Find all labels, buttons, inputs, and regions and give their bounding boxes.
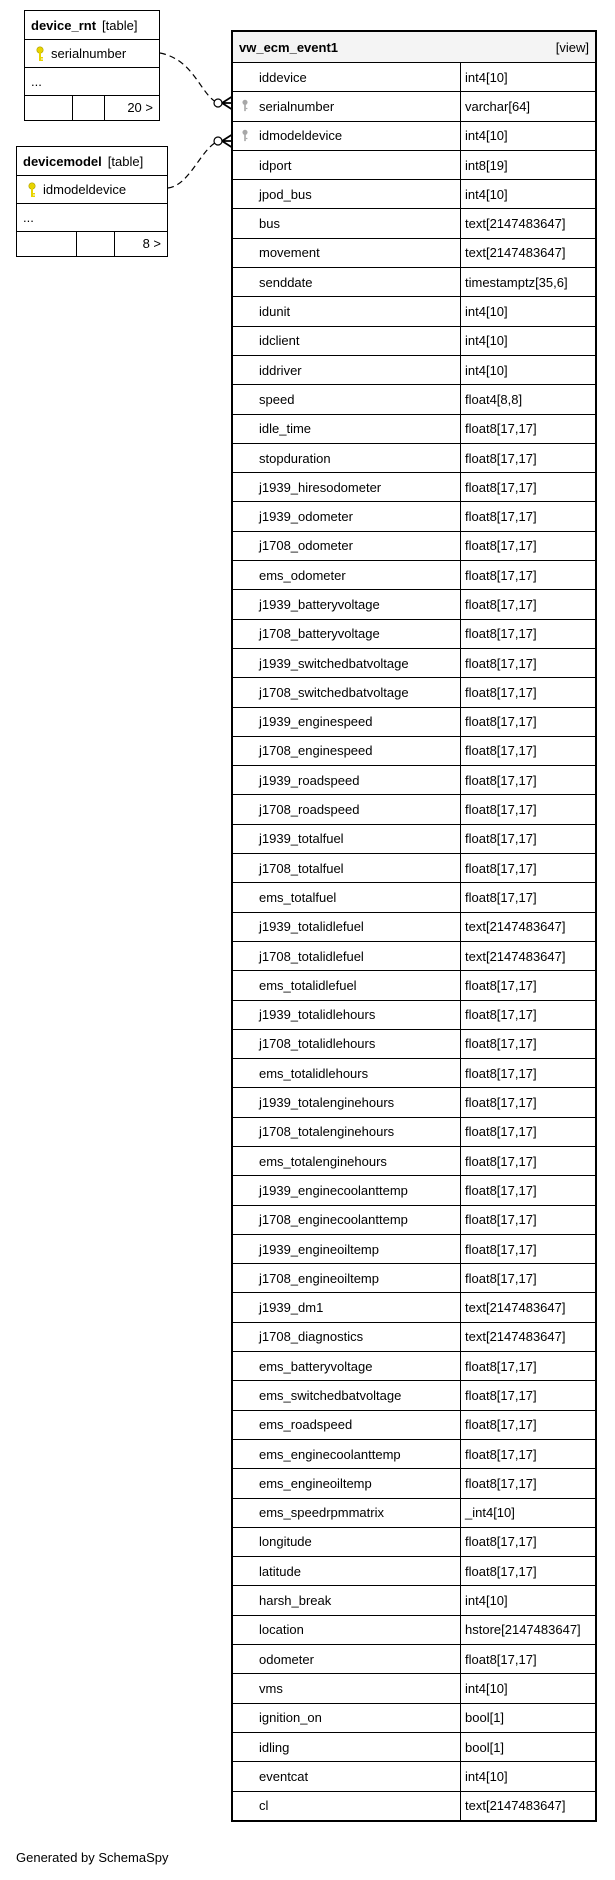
view-column-row[interactable] [233,970,595,999]
connector-devicemodel-zero-marker [214,137,222,145]
view-column-row[interactable] [233,501,595,530]
column-name: movement [233,239,461,267]
column-name: j1939_totalfuel [233,825,461,853]
column-type: float8[17,17] [465,596,537,612]
column-name: ems_odometer [233,561,461,589]
connector-device-rnt-zero-marker [214,99,222,107]
column-type: float4[8,8] [465,391,523,407]
column-name: j1708_engineoiltemp [233,1264,461,1292]
view-vw-ecm-event1[interactable] [231,30,597,1822]
view-column-row[interactable] [233,1000,595,1029]
column-name: idunit [233,297,461,325]
view-column-row[interactable] [233,1322,595,1351]
column-name: j1708_switchedbatvoltage [233,678,461,706]
column-name: ems_enginecoolanttemp [233,1440,461,1468]
view-column-row[interactable] [233,1673,595,1702]
column-name: ems_engineoiltemp [233,1469,461,1497]
view-columns [233,62,595,1820]
view-column-row[interactable] [233,589,595,618]
column-type: float8[17,17] [465,1563,537,1579]
view-column-row[interactable] [233,296,595,325]
column-type: float8[17,17] [465,509,537,525]
column-type: float8[17,17] [465,655,537,671]
column-name: stopduration [233,444,461,472]
view-column-row[interactable] [233,267,595,296]
column-type: int4[10] [465,1593,508,1609]
view-column-row[interactable] [233,1380,595,1409]
foreign-key-icon [241,98,249,116]
column-type: float8[17,17] [465,860,537,876]
column-type: int4[10] [465,333,508,349]
pk-column-row[interactable] [17,175,167,203]
column-type: float8[17,17] [465,1241,537,1257]
column-name: location [233,1616,461,1644]
foreign-key-icon [241,128,249,146]
more-columns-ellipsis: ... [17,203,167,231]
view-column-row[interactable] [233,472,595,501]
table-footer [17,231,167,256]
view-column-row[interactable] [233,414,595,443]
view-column-row[interactable] [233,238,595,267]
column-type: bool[1] [465,1710,505,1726]
column-type: text[2147483647] [465,216,566,232]
column-type: float8[17,17] [465,1182,537,1198]
view-column-row[interactable] [233,443,595,472]
table-footer [25,95,159,120]
view-column-row[interactable] [233,824,595,853]
view-column-row[interactable] [233,1205,595,1234]
column-name: j1708_totalidlehours [233,1030,461,1058]
view-column-row[interactable] [233,1410,595,1439]
column-type: float8[17,17] [465,1124,537,1140]
view-column-row[interactable] [233,355,595,384]
view-column-row[interactable] [233,1029,595,1058]
column-type: float8[17,17] [465,1358,537,1374]
column-type: float8[17,17] [465,1446,537,1462]
column-type: float8[17,17] [465,1388,537,1403]
column-name: ems_switchedbatvoltage [233,1381,461,1409]
column-type: int4[10] [465,1680,508,1696]
column-type: int4[10] [465,304,508,320]
column-type: text[2147483647] [465,1300,566,1316]
view-column-row[interactable] [233,1644,595,1673]
column-name: ems_totalenginehours [233,1147,461,1175]
column-type: float8[17,17] [465,714,537,730]
column-type: float8[17,17] [465,1417,537,1433]
column-type: float8[17,17] [465,567,537,583]
column-name: j1708_diagnostics [233,1323,461,1351]
column-type: float8[17,17] [465,538,537,554]
column-type: float8[17,17] [465,1095,537,1111]
column-name [233,122,461,150]
primary-key-icon [35,46,45,62]
column-name: odometer [233,1645,461,1673]
view-column-row[interactable] [233,912,595,941]
column-name [233,92,461,120]
view-column-row[interactable] [233,1058,595,1087]
table-kind: [table] [107,153,144,169]
column-name: j1939_engineoiltemp [233,1235,461,1263]
view-column-row[interactable] [233,179,595,208]
view-column-row[interactable] [233,619,595,648]
column-type: _int4[10] [465,1505,515,1521]
column-type: float8[17,17] [465,1036,537,1052]
column-name: iddevice [233,63,461,91]
view-column-row[interactable] [233,1498,595,1527]
column-name: ignition_on [233,1704,461,1732]
view-column-row[interactable] [233,1292,595,1321]
column-name: idmodeldevice [43,182,127,197]
column-type: float8[17,17] [465,1007,537,1023]
column-name: idle_time [233,415,461,443]
column-type: float8[17,17] [465,626,537,642]
view-column-row[interactable] [233,882,595,911]
view-column-row[interactable] [233,1351,595,1380]
view-name: vw_ecm_event1 [239,39,339,55]
column-type: float8[17,17] [465,889,537,905]
table-header [25,11,159,39]
table-device-rnt[interactable] [24,10,160,121]
column-type: int4[10] [465,69,508,85]
column-type: int4[10] [465,362,508,378]
column-name: j1939_roadspeed [233,766,461,794]
view-column-row[interactable] [233,941,595,970]
column-type: float8[17,17] [465,831,537,847]
more-columns-ellipsis: ... [25,67,159,95]
view-column-row[interactable] [233,1761,595,1790]
view-column-row[interactable] [233,1468,595,1497]
view-column-row[interactable] [233,326,595,355]
column-name: ems_totalfuel [233,883,461,911]
column-name: serialnumber [51,46,127,61]
view-column-row[interactable] [233,707,595,736]
column-name: ems_roadspeed [233,1411,461,1439]
column-type: float8[17,17] [465,772,537,788]
column-name: j1708_enginecoolanttemp [233,1206,461,1234]
column-type: timestamptz[35,6] [465,274,568,290]
column-type: float8[17,17] [465,1651,537,1667]
table-kind: [table] [102,17,138,33]
view-column-row[interactable] [233,62,595,91]
column-name: vms [233,1674,461,1702]
column-name: jpod_bus [233,180,461,208]
column-name: j1708_odometer [233,532,461,560]
view-column-row[interactable] [233,1175,595,1204]
column-type: int8[19] [465,157,508,173]
table-header [17,147,167,175]
table-devicemodel[interactable] [16,146,168,257]
column-type: float8[17,17] [465,684,537,700]
view-column-row[interactable] [233,1087,595,1116]
view-column-row[interactable] [233,1117,595,1146]
column-type: float8[17,17] [465,1065,537,1081]
column-name: harsh_break [233,1586,461,1614]
column-name: idclient [233,327,461,355]
view-column-row[interactable] [233,91,595,120]
view-column-row[interactable] [233,1615,595,1644]
column-type: float8[17,17] [465,977,537,993]
column-name: latitude [233,1557,461,1585]
table-name: device_rnt [31,17,97,33]
column-name: longitude [233,1528,461,1556]
view-column-row[interactable] [233,794,595,823]
column-type: float8[17,17] [465,1534,537,1550]
view-column-row[interactable] [233,1703,595,1732]
column-name: j1939_hiresodometer [233,473,461,501]
column-type: hstore[2147483647] [465,1622,581,1638]
column-name: j1939_totalidlefuel [233,913,461,941]
column-type: int4[10] [465,186,508,202]
connector-devicemodel [168,141,218,188]
column-name: j1708_totalenginehours [233,1118,461,1146]
column-type: float8[17,17] [465,479,537,495]
column-name: senddate [233,268,461,296]
view-column-row[interactable] [233,1439,595,1468]
view-column-row[interactable] [233,1732,595,1761]
view-column-row[interactable] [233,121,595,150]
view-column-row[interactable] [233,736,595,765]
column-name: bus [233,209,461,237]
view-header [233,32,595,62]
view-column-row[interactable] [233,1556,595,1585]
column-type: text[2147483647] [465,948,566,964]
column-name: idport [233,151,461,179]
view-column-row[interactable] [233,560,595,589]
column-name: j1939_odometer [233,502,461,530]
column-type: float8[17,17] [465,1270,537,1286]
view-column-row[interactable] [233,531,595,560]
column-type: float8[17,17] [465,802,537,818]
column-name: j1939_enginespeed [233,708,461,736]
view-column-row[interactable] [233,765,595,794]
column-type: text[2147483647] [465,1329,566,1345]
column-type: float8[17,17] [465,450,537,466]
column-type: int4[10] [465,128,508,144]
view-column-row[interactable] [233,208,595,237]
column-name: j1939_enginecoolanttemp [233,1176,461,1204]
column-type: text[2147483647] [465,919,566,935]
view-column-row[interactable] [233,1585,595,1614]
view-column-row[interactable] [233,150,595,179]
column-type: text[2147483647] [465,245,566,261]
column-name: j1708_batteryvoltage [233,620,461,648]
column-type: float8[17,17] [465,743,537,759]
pk-column-row[interactable] [25,39,159,67]
column-name: j1939_batteryvoltage [233,590,461,618]
column-type: float8[17,17] [465,1475,537,1491]
column-name: j1939_totalidlehours [233,1001,461,1029]
column-name: ems_totalidlefuel [233,971,461,999]
column-name: j1708_totalfuel [233,854,461,882]
generated-by-footer: Generated by SchemaSpy [16,1850,169,1865]
connector-device-rnt [160,53,218,103]
column-type: float8[17,17] [465,1212,537,1228]
primary-key-icon [27,182,37,198]
row-count[interactable]: 8 > [142,236,161,251]
view-column-row[interactable] [233,1791,595,1820]
column-type: float8[17,17] [465,421,537,437]
view-column-row[interactable] [233,853,595,882]
column-name: j1708_roadspeed [233,795,461,823]
view-column-row[interactable] [233,1527,595,1556]
column-name: j1708_enginespeed [233,737,461,765]
column-type: bool[1] [465,1739,505,1755]
column-type: float8[17,17] [465,1153,537,1169]
column-name: j1939_switchedbatvoltage [233,649,461,677]
column-name: j1939_dm1 [233,1293,461,1321]
column-name: j1939_totalenginehours [233,1088,461,1116]
column-name: iddriver [233,356,461,384]
view-column-row[interactable] [233,1263,595,1292]
view-column-row[interactable] [233,384,595,413]
column-name: cl [233,1792,461,1820]
column-name: idling [233,1733,461,1761]
view-kind: [view] [555,39,589,55]
column-type: int4[10] [465,1768,508,1784]
view-column-row[interactable] [233,648,595,677]
column-type: varchar[64] [465,98,531,114]
view-column-row[interactable] [233,677,595,706]
column-name: ems_totalidlehours [233,1059,461,1087]
column-name: j1708_totalidlefuel [233,942,461,970]
column-type: text[2147483647] [465,1798,566,1814]
column-name: ems_batteryvoltage [233,1352,461,1380]
column-name: speed [233,385,461,413]
table-name: devicemodel [23,153,102,169]
column-name-text: serialnumber [259,98,335,114]
view-column-row[interactable] [233,1234,595,1263]
column-name-text: idmodeldevice [259,128,343,144]
column-name: ems_speedrpmmatrix [233,1499,461,1527]
view-column-row[interactable] [233,1146,595,1175]
column-name: eventcat [233,1762,461,1790]
row-count[interactable]: 20 > [127,100,153,115]
